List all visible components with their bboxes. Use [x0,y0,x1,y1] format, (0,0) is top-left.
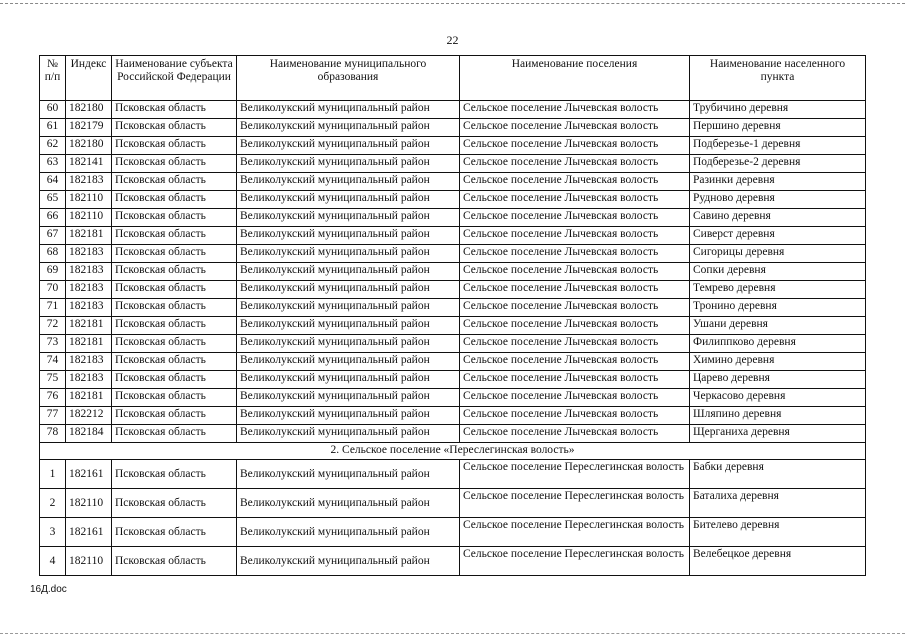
cell-num: 4 [40,547,66,576]
cell-index: 182161 [66,460,112,489]
cell-num: 61 [40,119,66,137]
cell-num: 66 [40,209,66,227]
cell-num: 78 [40,425,66,443]
cell-num: 63 [40,155,66,173]
cell-subject: Псковская область [112,263,237,281]
cell-municipality: Великолукский муниципальный район [237,407,460,425]
cell-subject: Псковская область [112,119,237,137]
cell-subject: Псковская область [112,460,237,489]
cell-settlement: Сельское поселение Лычевская волость [460,299,690,317]
cell-settlement: Сельское поселение Лычевская волость [460,191,690,209]
table-row [40,547,866,576]
cell-subject: Псковская область [112,281,237,299]
cell-subject: Псковская область [112,518,237,547]
cell-index: 182183 [66,371,112,389]
cell-index: 182110 [66,547,112,576]
cell-municipality: Великолукский муниципальный район [237,155,460,173]
scan-edge-bottom [0,633,905,634]
cell-subject: Псковская область [112,155,237,173]
table-row [40,389,866,407]
cell-locality: Темрево деревня [690,281,866,299]
cell-index: 182110 [66,489,112,518]
cell-subject: Псковская область [112,101,237,119]
cell-settlement: Сельское поселение Лычевская волость [460,137,690,155]
cell-settlement: Сельское поселение Лычевская волость [460,227,690,245]
cell-settlement: Сельское поселение Лычевская волость [460,407,690,425]
table-row [40,155,866,173]
cell-locality: Разинки деревня [690,173,866,191]
cell-settlement: Сельское поселение Лычевская волость [460,335,690,353]
cell-num: 68 [40,245,66,263]
table-row [40,245,866,263]
cell-subject: Псковская область [112,389,237,407]
table-row [40,407,866,425]
cell-index: 182183 [66,263,112,281]
cell-municipality: Великолукский муниципальный район [237,173,460,191]
cell-municipality: Великолукский муниципальный район [237,227,460,245]
cell-index: 182180 [66,101,112,119]
cell-index: 182184 [66,425,112,443]
table-row [40,518,866,547]
cell-municipality: Великолукский муниципальный район [237,119,460,137]
table-row [40,281,866,299]
table-row [40,137,866,155]
cell-locality: Тронино деревня [690,299,866,317]
header-index: Индекс [66,56,112,101]
cell-settlement: Сельское поселение Лычевская волость [460,317,690,335]
cell-num: 1 [40,460,66,489]
cell-locality: Бабки деревня [690,460,866,489]
section-heading-row [40,443,866,460]
cell-num: 75 [40,371,66,389]
cell-municipality: Великолукский муниципальный район [237,460,460,489]
cell-index: 182180 [66,137,112,155]
cell-num: 60 [40,101,66,119]
cell-settlement: Сельское поселение Лычевская волость [460,263,690,281]
cell-locality: Трубичино деревня [690,101,866,119]
cell-locality: Ушани деревня [690,317,866,335]
cell-subject: Псковская область [112,547,237,576]
cell-locality: Велебецкое деревня [690,547,866,576]
cell-locality: Подберезье-2 деревня [690,155,866,173]
cell-locality: Руднoво деревня [690,191,866,209]
cell-index: 182183 [66,299,112,317]
cell-subject: Псковская область [112,209,237,227]
cell-index: 182110 [66,209,112,227]
cell-locality: Черкасово деревня [690,389,866,407]
cell-index: 182181 [66,317,112,335]
cell-municipality: Великолукский муниципальный район [237,263,460,281]
cell-municipality: Великолукский муниципальный район [237,245,460,263]
settlements-table [39,55,866,576]
table-row [40,335,866,353]
cell-municipality: Великолукский муниципальный район [237,425,460,443]
table-row [40,489,866,518]
cell-settlement: Сельское поселение Лычевская волость [460,353,690,371]
cell-num: 62 [40,137,66,155]
cell-locality: Баталиха деревня [690,489,866,518]
table-row [40,425,866,443]
table-row [40,227,866,245]
cell-settlement: Сельское поселение Лычевская волость [460,155,690,173]
cell-locality: Царево деревня [690,371,866,389]
cell-subject: Псковская область [112,191,237,209]
scan-edge-top [0,3,905,4]
cell-municipality: Великолукский муниципальный район [237,209,460,227]
cell-settlement: Сельское поселение Лычевская волость [460,119,690,137]
cell-index: 182183 [66,281,112,299]
cell-subject: Псковская область [112,407,237,425]
cell-num: 77 [40,407,66,425]
cell-locality: Подберезье-1 деревня [690,137,866,155]
table-row [40,317,866,335]
header-settlement: Наименование поселения [460,56,690,101]
cell-locality: Бителево деревня [690,518,866,547]
cell-settlement: Сельское поселение Переслегинская волость [460,547,690,576]
table-row [40,119,866,137]
cell-settlement: Сельское поселение Переслегинская волость [460,489,690,518]
footer-filename: 16Д.doc [30,584,67,595]
cell-index: 182141 [66,155,112,173]
cell-num: 74 [40,353,66,371]
cell-settlement: Сельское поселение Лычевская волость [460,281,690,299]
cell-locality: Першино деревня [690,119,866,137]
cell-settlement: Сельское поселение Лычевская волость [460,209,690,227]
cell-index: 182183 [66,245,112,263]
cell-municipality: Великолукский муниципальный район [237,335,460,353]
cell-municipality: Великолукский муниципальный район [237,101,460,119]
cell-subject: Псковская область [112,371,237,389]
table-row [40,353,866,371]
cell-num: 65 [40,191,66,209]
cell-locality: Химино деревня [690,353,866,371]
cell-index: 182183 [66,173,112,191]
page-number: 22 [446,33,459,47]
section-title: 2. Сельское поселение «Переслегинская волость» [40,443,866,460]
cell-municipality: Великолукский муниципальный район [237,371,460,389]
cell-num: 64 [40,173,66,191]
cell-index: 182110 [66,191,112,209]
cell-index: 182181 [66,335,112,353]
cell-subject: Псковская область [112,299,237,317]
cell-index: 182181 [66,389,112,407]
header-municipality: Наименование муниципального образования [237,56,460,101]
cell-subject: Псковская область [112,173,237,191]
cell-municipality: Великолукский муниципальный район [237,281,460,299]
table-row [40,191,866,209]
cell-num: 2 [40,489,66,518]
cell-subject: Псковская область [112,353,237,371]
cell-locality: Щерганиха деревня [690,425,866,443]
cell-settlement: Сельское поселение Лычевская волость [460,389,690,407]
cell-locality: Сигорицы деревня [690,245,866,263]
cell-num: 73 [40,335,66,353]
cell-municipality: Великолукский муниципальный район [237,489,460,518]
cell-municipality: Великолукский муниципальный район [237,299,460,317]
cell-municipality: Великолукский муниципальный район [237,137,460,155]
cell-municipality: Великолукский муниципальный район [237,547,460,576]
cell-settlement: Сельское поселение Лычевская волость [460,425,690,443]
cell-num: 69 [40,263,66,281]
table-row [40,173,866,191]
cell-locality: Шляпино деревня [690,407,866,425]
header-num: № п/п [40,56,66,101]
cell-municipality: Великолукский муниципальный район [237,353,460,371]
cell-subject: Псковская область [112,227,237,245]
table-row [40,299,866,317]
cell-num: 71 [40,299,66,317]
cell-settlement: Сельское поселение Лычевская волость [460,371,690,389]
cell-subject: Псковская область [112,425,237,443]
cell-num: 72 [40,317,66,335]
cell-num: 67 [40,227,66,245]
cell-municipality: Великолукский муниципальный район [237,389,460,407]
cell-index: 182161 [66,518,112,547]
cell-subject: Псковская область [112,245,237,263]
header-locality: Наименование населенного пункта [690,56,866,101]
table-row [40,263,866,281]
cell-index: 182181 [66,227,112,245]
cell-subject: Псковская область [112,335,237,353]
header-subject: Наименование субъекта Российской Федерации [112,56,237,101]
cell-locality: Филиппково деревня [690,335,866,353]
cell-municipality: Великолукский муниципальный район [237,317,460,335]
table-header-row [40,56,866,101]
cell-subject: Псковская область [112,489,237,518]
cell-municipality: Великолукский муниципальный район [237,191,460,209]
cell-locality: Сиверст деревня [690,227,866,245]
cell-num: 70 [40,281,66,299]
table-row [40,101,866,119]
cell-index: 182212 [66,407,112,425]
cell-municipality: Великолукский муниципальный район [237,518,460,547]
cell-settlement: Сельское поселение Переслегинская волость [460,518,690,547]
table-row [40,371,866,389]
cell-num: 3 [40,518,66,547]
cell-settlement: Сельское поселение Переслегинская волость [460,460,690,489]
cell-locality: Сопки деревня [690,263,866,281]
cell-settlement: Сельское поселение Лычевская волость [460,173,690,191]
cell-num: 76 [40,389,66,407]
table-row [40,460,866,489]
table-row [40,209,866,227]
cell-settlement: Сельское поселение Лычевская волость [460,245,690,263]
cell-index: 182179 [66,119,112,137]
cell-subject: Псковская область [112,137,237,155]
cell-locality: Савино деревня [690,209,866,227]
cell-settlement: Сельское поселение Лычевская волость [460,101,690,119]
cell-subject: Псковская область [112,317,237,335]
cell-index: 182183 [66,353,112,371]
